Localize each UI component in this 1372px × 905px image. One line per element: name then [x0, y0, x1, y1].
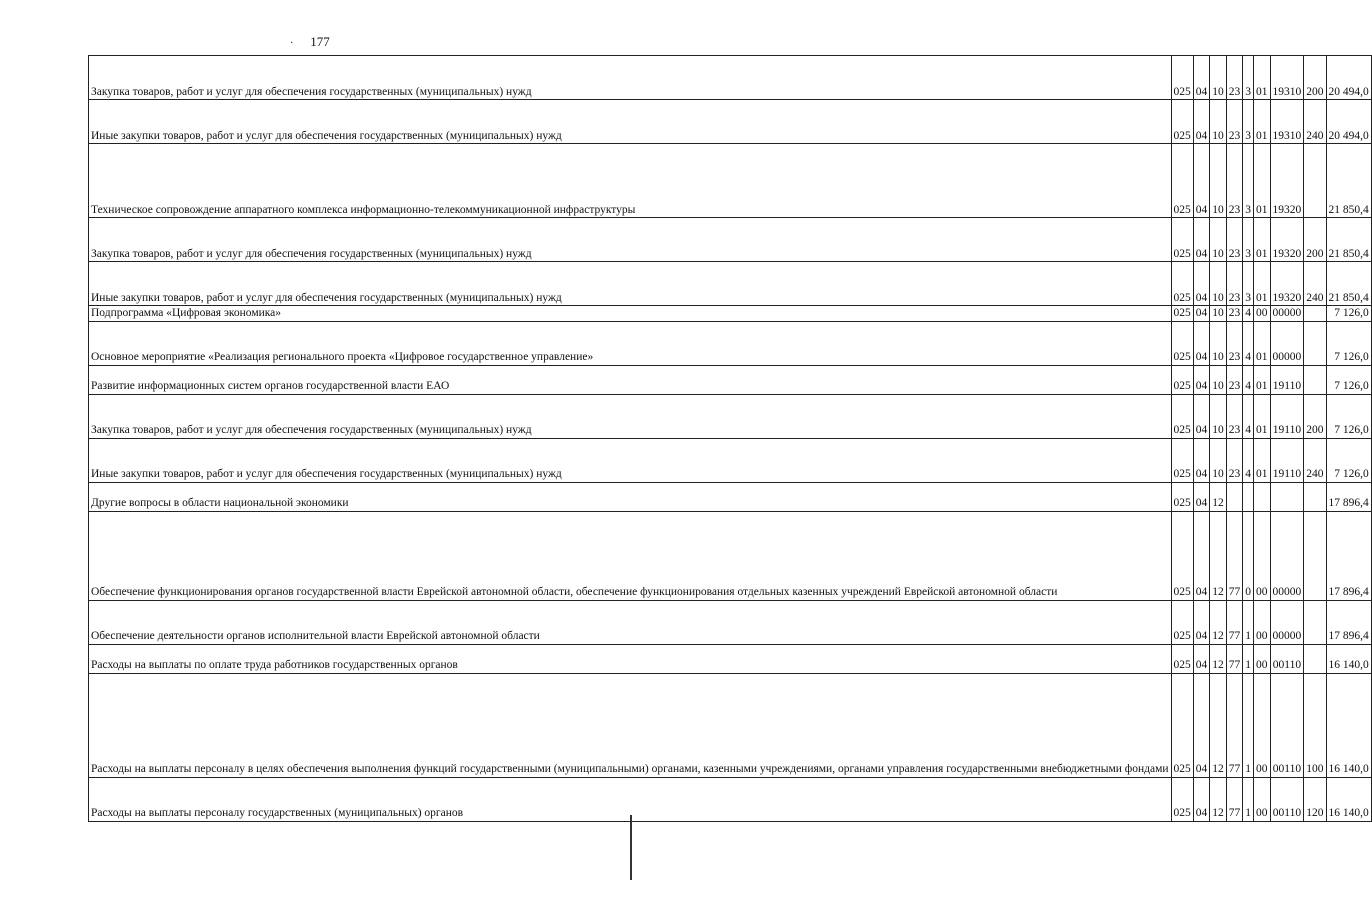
- cell-podrazdel: 10: [1210, 321, 1227, 365]
- cell-direction: 00000: [1270, 600, 1304, 644]
- cell-subprogram: 4: [1243, 365, 1254, 394]
- cell-sum: 16 140,0: [1326, 777, 1371, 821]
- table-row: [89, 644, 1372, 673]
- cell-subprogram: 3: [1243, 262, 1254, 306]
- cell-direction: [1270, 482, 1304, 511]
- cell-sum: 7 126,0: [1326, 306, 1371, 322]
- cell-vedomstvo: 025: [1171, 511, 1193, 600]
- cell-podrazdel: 10: [1210, 262, 1227, 306]
- cell-subprogram: 4: [1243, 394, 1254, 438]
- table-row: [89, 321, 1372, 365]
- table-row: [89, 144, 1372, 218]
- cell-event: 01: [1254, 218, 1271, 262]
- cell-direction: 00000: [1270, 306, 1304, 322]
- cell-vedomstvo: 025: [1171, 644, 1193, 673]
- cell-razdel: 04: [1193, 394, 1210, 438]
- table-row: [89, 438, 1372, 482]
- cell-program: 77: [1226, 511, 1243, 600]
- cell-vedomstvo: 025: [1171, 438, 1193, 482]
- cell-direction: 00110: [1270, 777, 1304, 821]
- cell-program: 23: [1226, 100, 1243, 144]
- cell-subprogram: 3: [1243, 218, 1254, 262]
- cell-podrazdel: 10: [1210, 365, 1227, 394]
- table-row: [89, 482, 1372, 511]
- cell-event: 01: [1254, 321, 1271, 365]
- row-name: Другие вопросы в области национальной экономики: [89, 482, 1172, 511]
- cell-vedomstvo: 025: [1171, 673, 1193, 777]
- cell-vedomstvo: 025: [1171, 306, 1193, 322]
- cell-program: 77: [1226, 673, 1243, 777]
- row-name: Закупка товаров, работ и услуг для обеспечения государственных (муниципальных) нужд: [89, 394, 1172, 438]
- cell-program: 23: [1226, 365, 1243, 394]
- cell-vid: 100: [1304, 673, 1326, 777]
- cell-vid: 240: [1304, 100, 1326, 144]
- cell-program: 23: [1226, 438, 1243, 482]
- row-name: Техническое сопровождение аппаратного комплекса информационно-телекоммуникационной инфраструктуры: [89, 144, 1172, 218]
- cell-subprogram: 1: [1243, 644, 1254, 673]
- cell-podrazdel: 12: [1210, 482, 1227, 511]
- cell-sum: 17 896,4: [1326, 482, 1371, 511]
- cell-vedomstvo: 025: [1171, 777, 1193, 821]
- cell-razdel: 04: [1193, 644, 1210, 673]
- row-name: Подпрограмма «Цифровая экономика»: [89, 306, 1172, 322]
- cell-subprogram: 3: [1243, 144, 1254, 218]
- cell-razdel: 04: [1193, 365, 1210, 394]
- cell-podrazdel: 10: [1210, 394, 1227, 438]
- cell-subprogram: 4: [1243, 306, 1254, 322]
- cell-subprogram: [1243, 482, 1254, 511]
- cell-razdel: 04: [1193, 144, 1210, 218]
- cell-event: 00: [1254, 306, 1271, 322]
- cell-direction: 19310: [1270, 56, 1304, 100]
- cell-subprogram: 3: [1243, 100, 1254, 144]
- row-name: Основное мероприятие «Реализация регионального проекта «Цифровое государственное управление»: [89, 321, 1172, 365]
- cell-direction: 00110: [1270, 673, 1304, 777]
- cell-direction: 19320: [1270, 262, 1304, 306]
- cell-sum: 7 126,0: [1326, 365, 1371, 394]
- cell-event: 01: [1254, 365, 1271, 394]
- cell-sum: 16 140,0: [1326, 673, 1371, 777]
- cell-event: 01: [1254, 56, 1271, 100]
- cell-event: 00: [1254, 673, 1271, 777]
- cell-podrazdel: 12: [1210, 644, 1227, 673]
- cell-sum: 7 126,0: [1326, 394, 1371, 438]
- cell-razdel: 04: [1193, 218, 1210, 262]
- cell-subprogram: 1: [1243, 777, 1254, 821]
- cell-vedomstvo: 025: [1171, 365, 1193, 394]
- table-row: [89, 100, 1372, 144]
- scan-edge-mark: [630, 815, 632, 880]
- cell-direction: 19110: [1270, 365, 1304, 394]
- table-body: [89, 56, 1372, 822]
- cell-podrazdel: 10: [1210, 100, 1227, 144]
- budget-table: [88, 55, 1372, 822]
- cell-vid: [1304, 306, 1326, 322]
- cell-sum: 16 140,0: [1326, 644, 1371, 673]
- cell-razdel: 04: [1193, 482, 1210, 511]
- table-row: [89, 673, 1372, 777]
- table-row: [89, 600, 1372, 644]
- cell-event: 01: [1254, 100, 1271, 144]
- cell-direction: 19320: [1270, 218, 1304, 262]
- cell-vid: [1304, 644, 1326, 673]
- cell-direction: 00110: [1270, 644, 1304, 673]
- cell-program: 23: [1226, 321, 1243, 365]
- cell-razdel: 04: [1193, 673, 1210, 777]
- cell-direction: 00000: [1270, 321, 1304, 365]
- cell-razdel: 04: [1193, 777, 1210, 821]
- cell-vid: [1304, 321, 1326, 365]
- row-name: Иные закупки товаров, работ и услуг для обеспечения государственных (муниципальных) нужд: [89, 262, 1172, 306]
- cell-sum: 20 494,0: [1326, 56, 1371, 100]
- cell-vedomstvo: 025: [1171, 600, 1193, 644]
- table-row: [89, 218, 1372, 262]
- cell-razdel: 04: [1193, 600, 1210, 644]
- row-name: Закупка товаров, работ и услуг для обеспечения государственных (муниципальных) нужд: [89, 218, 1172, 262]
- cell-subprogram: 1: [1243, 600, 1254, 644]
- cell-event: 01: [1254, 438, 1271, 482]
- row-name: Иные закупки товаров, работ и услуг для обеспечения государственных (муниципальных) нужд: [89, 438, 1172, 482]
- cell-vid: [1304, 511, 1326, 600]
- row-name: Закупка товаров, работ и услуг для обеспечения государственных (муниципальных) нужд: [89, 56, 1172, 100]
- cell-vid: 200: [1304, 56, 1326, 100]
- table-row: [89, 777, 1372, 821]
- cell-vedomstvo: 025: [1171, 262, 1193, 306]
- cell-vid: [1304, 144, 1326, 218]
- cell-vid: 200: [1304, 218, 1326, 262]
- cell-podrazdel: 12: [1210, 511, 1227, 600]
- cell-sum: 7 126,0: [1326, 438, 1371, 482]
- cell-podrazdel: 10: [1210, 306, 1227, 322]
- cell-program: [1226, 482, 1243, 511]
- cell-razdel: 04: [1193, 321, 1210, 365]
- scan-speck: ·: [290, 38, 294, 49]
- cell-vedomstvo: 025: [1171, 144, 1193, 218]
- cell-podrazdel: 12: [1210, 777, 1227, 821]
- cell-program: 77: [1226, 777, 1243, 821]
- cell-vedomstvo: 025: [1171, 218, 1193, 262]
- table-row: [89, 306, 1372, 322]
- cell-podrazdel: 12: [1210, 600, 1227, 644]
- cell-sum: 17 896,4: [1326, 600, 1371, 644]
- cell-podrazdel: 10: [1210, 218, 1227, 262]
- cell-vedomstvo: 025: [1171, 56, 1193, 100]
- cell-direction: 19310: [1270, 100, 1304, 144]
- cell-vedomstvo: 025: [1171, 394, 1193, 438]
- cell-vid: [1304, 600, 1326, 644]
- cell-subprogram: 0: [1243, 511, 1254, 600]
- cell-razdel: 04: [1193, 438, 1210, 482]
- cell-vid: 200: [1304, 394, 1326, 438]
- cell-razdel: 04: [1193, 262, 1210, 306]
- cell-razdel: 04: [1193, 511, 1210, 600]
- cell-vedomstvo: 025: [1171, 321, 1193, 365]
- table-row: [89, 262, 1372, 306]
- cell-podrazdel: 12: [1210, 673, 1227, 777]
- cell-razdel: 04: [1193, 56, 1210, 100]
- cell-razdel: 04: [1193, 306, 1210, 322]
- cell-vedomstvo: 025: [1171, 482, 1193, 511]
- cell-program: 23: [1226, 306, 1243, 322]
- cell-razdel: 04: [1193, 100, 1210, 144]
- cell-event: 01: [1254, 144, 1271, 218]
- cell-event: 00: [1254, 644, 1271, 673]
- cell-podrazdel: 10: [1210, 144, 1227, 218]
- cell-direction: 19320: [1270, 144, 1304, 218]
- cell-sum: 21 850,4: [1326, 144, 1371, 218]
- cell-event: 01: [1254, 262, 1271, 306]
- cell-podrazdel: 10: [1210, 56, 1227, 100]
- cell-subprogram: 4: [1243, 321, 1254, 365]
- table-row: [89, 511, 1372, 600]
- cell-sum: 21 850,4: [1326, 218, 1371, 262]
- cell-program: 23: [1226, 394, 1243, 438]
- cell-sum: 21 850,4: [1326, 262, 1371, 306]
- cell-vedomstvo: 025: [1171, 100, 1193, 144]
- cell-podrazdel: 10: [1210, 438, 1227, 482]
- row-name: Иные закупки товаров, работ и услуг для обеспечения государственных (муниципальных) нужд: [89, 100, 1172, 144]
- cell-vid: 240: [1304, 262, 1326, 306]
- row-name: Развитие информационных систем органов государственной власти ЕАО: [89, 365, 1172, 394]
- cell-subprogram: 1: [1243, 673, 1254, 777]
- row-name: Расходы на выплаты персоналу государственных (муниципальных) органов: [89, 777, 1172, 821]
- page-number: 177: [310, 34, 330, 49]
- table-row: [89, 56, 1372, 100]
- cell-program: 23: [1226, 144, 1243, 218]
- cell-program: 23: [1226, 56, 1243, 100]
- cell-direction: 19110: [1270, 394, 1304, 438]
- cell-vid: 120: [1304, 777, 1326, 821]
- cell-program: 23: [1226, 262, 1243, 306]
- cell-vid: [1304, 365, 1326, 394]
- cell-vid: 240: [1304, 438, 1326, 482]
- cell-event: 00: [1254, 511, 1271, 600]
- row-name: Расходы на выплаты по оплате труда работников государственных органов: [89, 644, 1172, 673]
- cell-event: 00: [1254, 600, 1271, 644]
- cell-event: 00: [1254, 777, 1271, 821]
- row-name: Обеспечение функционирования органов государственной власти Еврейской автономной области, обеспечение функционирования отдельных казенных учреждений Еврейской автономной области: [89, 511, 1172, 600]
- cell-program: 23: [1226, 218, 1243, 262]
- cell-program: 77: [1226, 600, 1243, 644]
- table-row: [89, 394, 1372, 438]
- row-name: Расходы на выплаты персоналу в целях обеспечения выполнения функций государственными (муниципальными) органами, казенными учреждениями, органами управления государственными внебюджетными фондами: [89, 673, 1172, 777]
- cell-subprogram: 3: [1243, 56, 1254, 100]
- cell-direction: 00000: [1270, 511, 1304, 600]
- cell-sum: 20 494,0: [1326, 100, 1371, 144]
- cell-sum: 17 896,4: [1326, 511, 1371, 600]
- cell-event: [1254, 482, 1271, 511]
- table-row: [89, 365, 1372, 394]
- cell-vid: [1304, 482, 1326, 511]
- cell-event: 01: [1254, 394, 1271, 438]
- cell-sum: 7 126,0: [1326, 321, 1371, 365]
- cell-subprogram: 4: [1243, 438, 1254, 482]
- row-name: Обеспечение деятельности органов исполнительной власти Еврейской автономной области: [89, 600, 1172, 644]
- cell-program: 77: [1226, 644, 1243, 673]
- cell-direction: 19110: [1270, 438, 1304, 482]
